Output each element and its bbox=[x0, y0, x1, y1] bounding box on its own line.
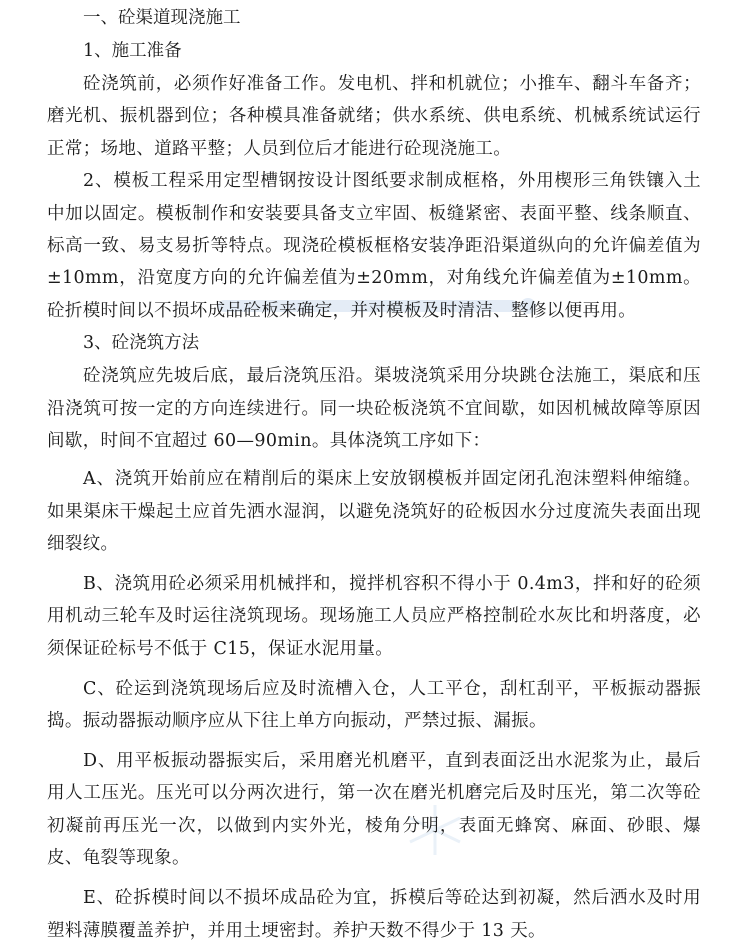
paragraph-step-a: A、浇筑开始前应在精削后的渠床上安放钢模板并固定闭孔泡沫塑料伸缩缝。如果渠床干燥起土应首先洒水湿润，以避免浇筑好的砼板因水分过度流失表面出现细裂纹。 bbox=[47, 469, 701, 555]
section-title: 一、砼渠道现浇施工 bbox=[83, 8, 241, 28]
paragraph-step-e: E、砼拆模时间以不损坏成品砼为宜，拆模后等砼达到初凝，然后洒水及时用塑料薄膜覆盖养护，并用土埂密封。养护天数不得少于 13 天。 bbox=[47, 888, 701, 941]
paragraph-step-d: D、用平板振动器振实后，采用磨光机磨平，直到表面泛出水泥浆为止，最后用人工压光。压光可以分两次进行，第一次在磨光机磨完后及时压光，第二次等砼初凝前再压光一次，以做到内实外光，棱角分明，表面无蜂窝、麻面、砂眼、爆皮、龟裂等现象。 bbox=[47, 750, 701, 868]
paragraph-step-b: B、浇筑用砼必须采用机械拌和，搅拌机容积不得小于 0.4m3，拌和好的砼须用机动三轮车及时运往浇筑现场。现场施工人员应严格控制砼水灰比和坍落度，必须保证砼标号不低于 C15，保证水泥用量。 bbox=[47, 573, 701, 659]
paragraph-step-c: C、砼运到浇筑现场后应及时流槽入仓，人工平仓，刮杠刮平，平板振动器振捣。振动器振动顺序应从下往上单方向振动，严禁过振、漏振。 bbox=[47, 678, 701, 732]
paragraph-preparation: 砼浇筑前，必须作好准备工作。发电机、拌和机就位；小推车、翻斗车备齐；磨光机、振机器到位；各种模具准备就绪；供水系统、供电系统、机械系统试运行正常；场地、道路平整；人员到位后才能进行砼现浇施工。 bbox=[47, 74, 701, 159]
subsection-title-pouring-method: 3、砼浇筑方法 bbox=[83, 333, 200, 354]
subsection-title-preparation: 1、施工准备 bbox=[83, 41, 182, 61]
paragraph-formwork: 2、模板工程采用定型槽钢按设计图纸要求制成框格，外用楔形三角铁镶入土中加以固定。模板制作和安装要具备支立牢固、板缝紧密、表面平整、线条顺直、标高一致、易支易折等特点。现浇砼模板框格安装净距沿渠道纵向的允许偏差值为±10mm，沿宽度方向的允许偏差值为±20mm，对角线允许偏差值为±10mm。砼折模时间以不损坏成品砼板来确定，并对模板及时清洁、整修以便再用。 bbox=[47, 171, 701, 321]
document-body bbox=[47, 2, 701, 947]
paragraph-pouring-method: 砼浇筑应先坡后底，最后浇筑压沿。渠坡浇筑采用分块跳仓法施工，渠底和压沿浇筑可按一定的方向连续进行。同一块砼板浇筑不宜间歇，如因机械故障等原因间歇，时间不宜超过 60—90min。具体浇筑工序如下： bbox=[47, 366, 701, 452]
